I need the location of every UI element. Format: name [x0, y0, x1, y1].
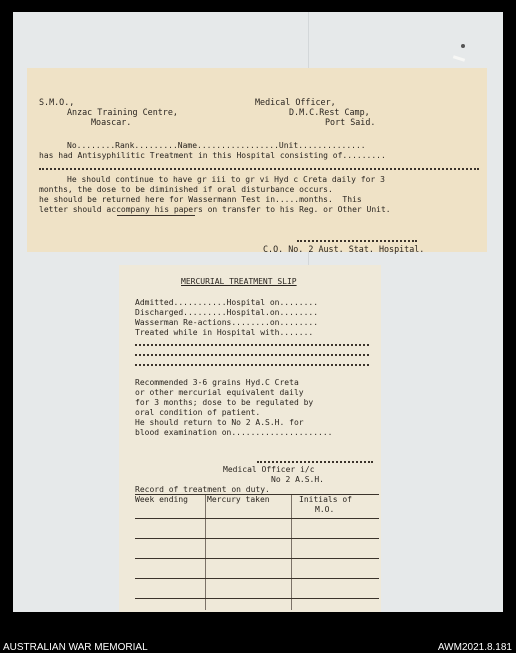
- dotted-line-3: [135, 364, 369, 366]
- column-initials-mo: M.O.: [315, 505, 335, 514]
- column-divider-1: [205, 495, 206, 610]
- fields-line: No........Rank.........Name.................Unit..............: [67, 141, 366, 150]
- underline-should: [117, 215, 195, 216]
- body-line-2: months, the dose to be diminished if oral disturbance occurs.: [39, 185, 333, 194]
- signature-line-1: Medical Officer i/c: [223, 465, 315, 474]
- body-line-1: He should continue to have gr iii to gr vi Hyd c Creta daily for 3: [67, 175, 385, 184]
- table-row-rule-5: [135, 598, 379, 599]
- recommendation-line-5: He should return to No 2 A.S.H. for: [135, 418, 304, 427]
- signature-dots: [257, 461, 373, 463]
- footer-bar: [0, 614, 516, 653]
- signature-line: C.O. No. 2 Aust. Stat. Hospital.: [263, 244, 425, 254]
- column-initials: Initials of: [299, 495, 352, 504]
- to-line-3: Moascar.: [91, 117, 132, 127]
- medical-letter-slip: [27, 68, 487, 252]
- from-line-1: Medical Officer,: [255, 97, 336, 107]
- recommendation-line-1: Recommended 3-6 grains Hyd.C Creta: [135, 378, 299, 387]
- record-title: Record of treatment on duty.: [135, 485, 270, 494]
- from-line-2: D.M.C.Rest Camp,: [289, 107, 370, 117]
- column-mercury-taken: Mercury taken: [207, 495, 270, 504]
- table-row-rule-3: [135, 558, 379, 559]
- signature-line-2: No 2 A.S.H.: [271, 475, 324, 484]
- treatment-line: has had Antisyphilitic Treatment in this Hospital consisting of.........: [39, 151, 386, 160]
- column-divider-2: [291, 495, 292, 610]
- table-row-rule-1: [135, 518, 379, 519]
- body-line-4: letter should accompany his papers on transfer to his Reg. or Other Unit.: [39, 205, 391, 214]
- dotted-line-1: [135, 344, 369, 346]
- recommendation-line-3: for 3 months; dose to be regulated by: [135, 398, 314, 407]
- mercurial-treatment-slip: [119, 265, 381, 612]
- to-line-2: Anzac Training Centre,: [67, 107, 178, 117]
- footer-accession-number: AWM2021.8.181: [437, 642, 512, 653]
- to-line-1: S.M.O.,: [39, 97, 75, 107]
- slip-title: MERCURIAL TREATMENT SLIP: [181, 277, 297, 286]
- table-row-rule-4: [135, 578, 379, 579]
- admitted-line: Admitted...........Hospital on........: [135, 298, 319, 307]
- treated-line: Treated while in Hospital with.......: [135, 328, 314, 337]
- archive-page: [13, 12, 503, 612]
- recommendation-line-4: oral condition of patient.: [135, 408, 261, 417]
- discharged-line: Discharged.........Hospital.on........: [135, 308, 319, 317]
- column-week-ending: Week ending: [135, 495, 188, 504]
- recommendation-line-6: blood examination on.....................: [135, 428, 333, 437]
- dotted-line-2: [135, 354, 369, 356]
- from-line-3: Port Said.: [325, 117, 376, 127]
- signature-dots: [297, 240, 417, 242]
- body-line-3: he should be returned here for Wassermann Test in.....months. This: [39, 195, 362, 204]
- footer-institution: AUSTRALIAN WAR MEMORIAL: [3, 642, 148, 653]
- table-row-rule-2: [135, 538, 379, 539]
- wasserman-line: Wasserman Re-actions........on........: [135, 318, 319, 327]
- pin-hole: [461, 44, 465, 48]
- dotted-line: [39, 168, 479, 170]
- pin-mark: [453, 55, 465, 62]
- recommendation-line-2: or other mercurial equivalent daily: [135, 388, 304, 397]
